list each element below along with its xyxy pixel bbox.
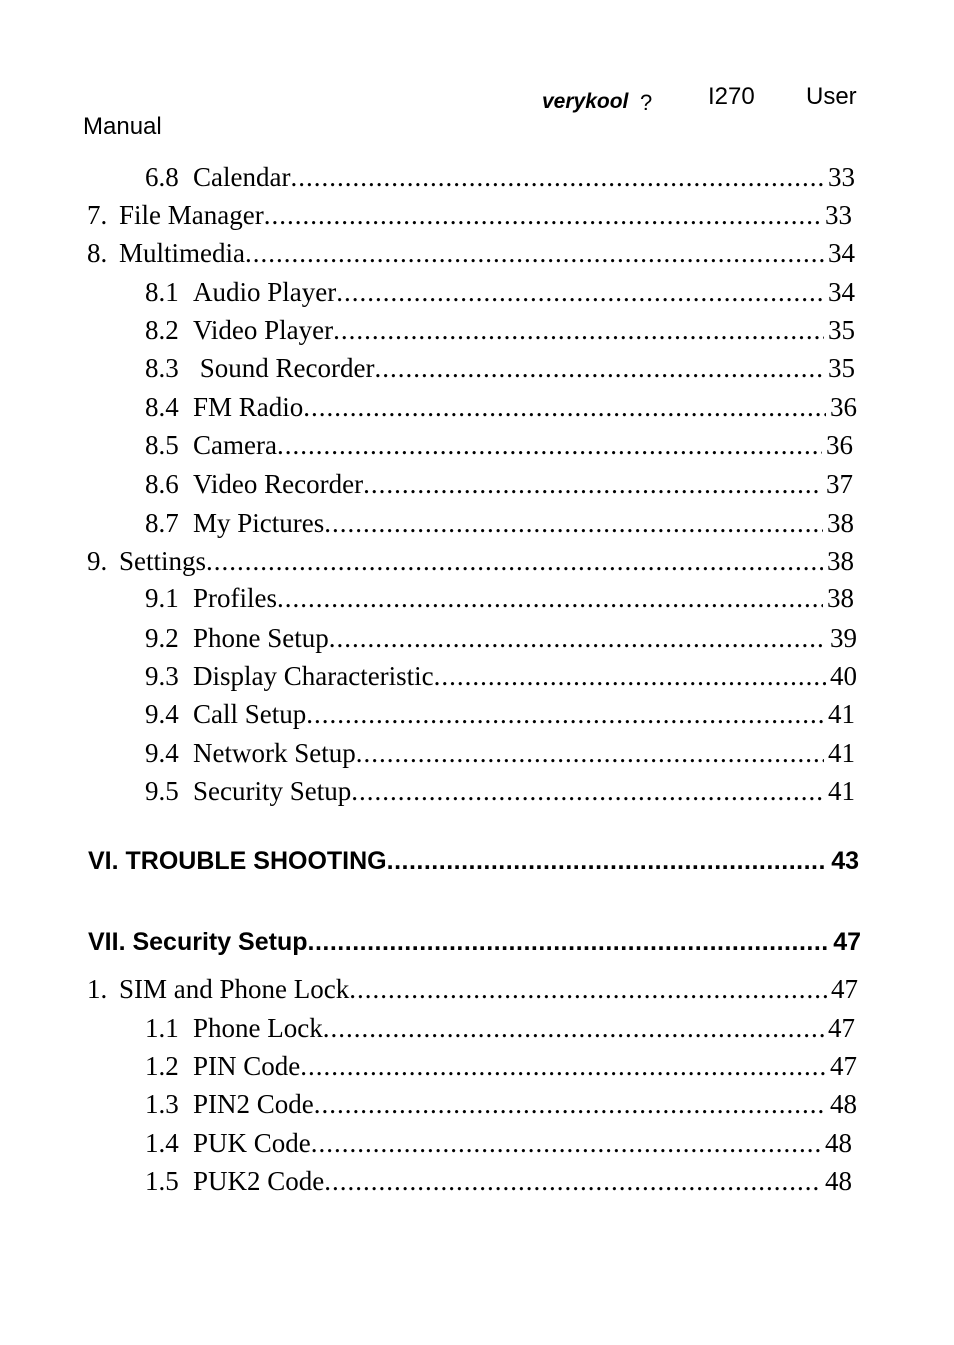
toc-entry-title: File Manager (119, 200, 264, 230)
toc-dot-leader (434, 659, 826, 693)
toc-entry-page: 48 (830, 1089, 857, 1119)
toc-entry-title: Security Setup (193, 776, 352, 806)
toc-entry-title: Video Player (193, 315, 334, 345)
page-header (0, 0, 954, 140)
toc-dot-leader (306, 697, 824, 731)
toc-dot-leader (336, 275, 824, 309)
toc-chapter-entry[interactable] (88, 844, 859, 878)
toc-dot-leader (333, 313, 824, 347)
toc-entry[interactable] (145, 659, 857, 693)
toc-entry[interactable] (145, 1011, 855, 1045)
toc-entry-title: Profiles (193, 583, 277, 613)
toc-entry-number: 6.8 (145, 162, 179, 192)
toc-entry-title: Sound Recorder (193, 353, 375, 383)
toc-dot-leader (351, 774, 824, 808)
toc-dot-leader (329, 621, 826, 655)
toc-entry-number: 9.1 (145, 583, 179, 613)
toc-entry-number: 9.5 (145, 776, 179, 806)
toc-entry-page: 47 (831, 974, 858, 1004)
toc-entry-number: 1.1 (145, 1013, 179, 1043)
toc-entry[interactable] (145, 467, 853, 501)
toc-entry[interactable] (87, 236, 855, 270)
toc-entry[interactable] (87, 198, 852, 232)
toc-entry-page: 36 (826, 430, 853, 460)
toc-entry-number: 8.5 (145, 430, 179, 460)
toc-entry-page: 37 (826, 469, 853, 499)
brand-name: verykool (542, 90, 629, 113)
toc-entry[interactable] (145, 774, 855, 808)
toc-entry-page: 48 (825, 1128, 852, 1158)
toc-entry-number: 7. (87, 200, 108, 230)
toc-entry-title: Audio Player (193, 277, 337, 307)
toc-entry-title: SIM and Phone Lock (119, 974, 350, 1004)
toc-dot-leader (314, 1087, 826, 1121)
toc-entry-page: 33 (828, 162, 855, 192)
toc-entry-page: 47 (828, 1013, 855, 1043)
toc-entry-number: 9. (87, 546, 108, 576)
toc-entry[interactable] (145, 621, 857, 655)
toc-entry-page: 35 (828, 353, 855, 383)
toc-entry-title: Display Characteristic (193, 661, 434, 691)
toc-entry-title: PIN2 Code (193, 1089, 314, 1119)
toc-entry-page: 33 (825, 200, 852, 230)
toc-dot-leader (264, 198, 821, 232)
toc-entry[interactable] (145, 697, 855, 731)
model-number: I270 (708, 83, 755, 110)
toc-entry-title: FM Radio (193, 392, 304, 422)
toc-entry-title: Settings (119, 546, 207, 576)
toc-dot-leader (356, 736, 824, 770)
toc-dot-leader (290, 160, 824, 194)
toc-entry[interactable] (145, 581, 854, 615)
toc-chapter-title: VI. TROUBLE SHOOTING (88, 847, 387, 875)
toc-entry[interactable] (145, 160, 855, 194)
toc-entry-number: 8.6 (145, 469, 179, 499)
toc-dot-leader (374, 351, 824, 385)
toc-entry-number: 9.3 (145, 661, 179, 691)
toc-chapter-title: VII. Security Setup (88, 928, 308, 956)
toc-entry-page: 47 (833, 928, 861, 956)
toc-dot-leader (323, 1011, 824, 1045)
toc-entry-page: 47 (830, 1051, 857, 1081)
toc-entry-number: 8.7 (145, 508, 179, 538)
toc-entry-page: 38 (827, 508, 854, 538)
toc-entry-page: 38 (827, 546, 854, 576)
toc-entry-number: 9.4 (145, 738, 179, 768)
toc-entry[interactable] (87, 972, 858, 1006)
toc-entry-number: 1. (87, 974, 108, 1004)
toc-entry-page: 39 (830, 623, 857, 653)
toc-entry[interactable] (145, 275, 855, 309)
toc-entry-page: 48 (825, 1166, 852, 1196)
toc-entry-title: Network Setup (193, 738, 356, 768)
toc-entry-page: 41 (828, 776, 855, 806)
header-user-word: User (806, 83, 857, 110)
toc-entry-title: Phone Setup (193, 623, 329, 653)
toc-entry-number: 1.2 (145, 1051, 179, 1081)
toc-dot-leader (206, 544, 823, 578)
toc-dot-leader (363, 467, 822, 501)
toc-entry-number: 1.4 (145, 1128, 179, 1158)
toc-entry-page: 41 (828, 738, 855, 768)
toc-entry-page: 40 (830, 661, 857, 691)
toc-entry-number: 9.2 (145, 623, 179, 653)
toc-entry[interactable] (145, 390, 857, 424)
toc-entry[interactable] (145, 506, 854, 540)
toc-entry[interactable] (145, 1126, 852, 1160)
toc-dot-leader (277, 581, 823, 615)
toc-entry-title: Video Recorder (193, 469, 364, 499)
toc-dot-leader (311, 1126, 821, 1160)
toc-entry-number: 8.4 (145, 392, 179, 422)
toc-entry-page: 34 (828, 238, 855, 268)
toc-entry-page: 34 (828, 277, 855, 307)
toc-entry-title: PIN Code (193, 1051, 301, 1081)
toc-entry-title: PUK Code (193, 1128, 311, 1158)
toc-entry-number: 1.3 (145, 1089, 179, 1119)
header-manual-word: Manual (83, 113, 162, 140)
toc-dot-leader (387, 844, 828, 878)
toc-entry-number: 9.4 (145, 699, 179, 729)
brand-mark: ? (640, 90, 653, 115)
toc-entry[interactable] (145, 736, 855, 770)
toc-entry-number: 1.5 (145, 1166, 179, 1196)
toc-entry-page: 41 (828, 699, 855, 729)
toc-entry[interactable] (145, 1087, 857, 1121)
toc-entry-number: 8.3 (145, 353, 179, 383)
toc-dot-leader (300, 1049, 826, 1083)
toc-dot-leader (349, 972, 827, 1006)
toc-dot-leader (324, 1164, 821, 1198)
toc-entry-number: 8.1 (145, 277, 179, 307)
toc-entry-title: Camera (193, 430, 277, 460)
toc-entry-title: My Pictures (193, 508, 325, 538)
toc-entry[interactable] (145, 313, 855, 347)
toc-dot-leader (245, 236, 824, 270)
toc-dot-leader (303, 390, 826, 424)
toc-dot-leader (277, 428, 822, 462)
toc-entry-title: Multimedia (119, 238, 245, 268)
toc-entry-number: 8. (87, 238, 108, 268)
toc-chapter-entry[interactable] (88, 925, 861, 959)
toc-entry[interactable] (145, 351, 855, 385)
toc-entry-title: Calendar (193, 162, 291, 192)
toc-entry[interactable] (145, 428, 853, 462)
toc-entry-page: 36 (830, 392, 857, 422)
toc-entry[interactable] (87, 544, 854, 578)
toc-entry-number: 8.2 (145, 315, 179, 345)
toc-entry-page: 38 (827, 583, 854, 613)
toc-entry-title: Phone Lock (193, 1013, 323, 1043)
toc-dot-leader (308, 925, 830, 959)
toc-entry[interactable] (145, 1049, 857, 1083)
toc-dot-leader (324, 506, 823, 540)
toc-entry-page: 35 (828, 315, 855, 345)
toc-entry-page: 43 (831, 847, 859, 875)
toc-entry-title: PUK2 Code (193, 1166, 325, 1196)
toc-entry[interactable] (145, 1164, 852, 1198)
toc-entry-title: Call Setup (193, 699, 307, 729)
